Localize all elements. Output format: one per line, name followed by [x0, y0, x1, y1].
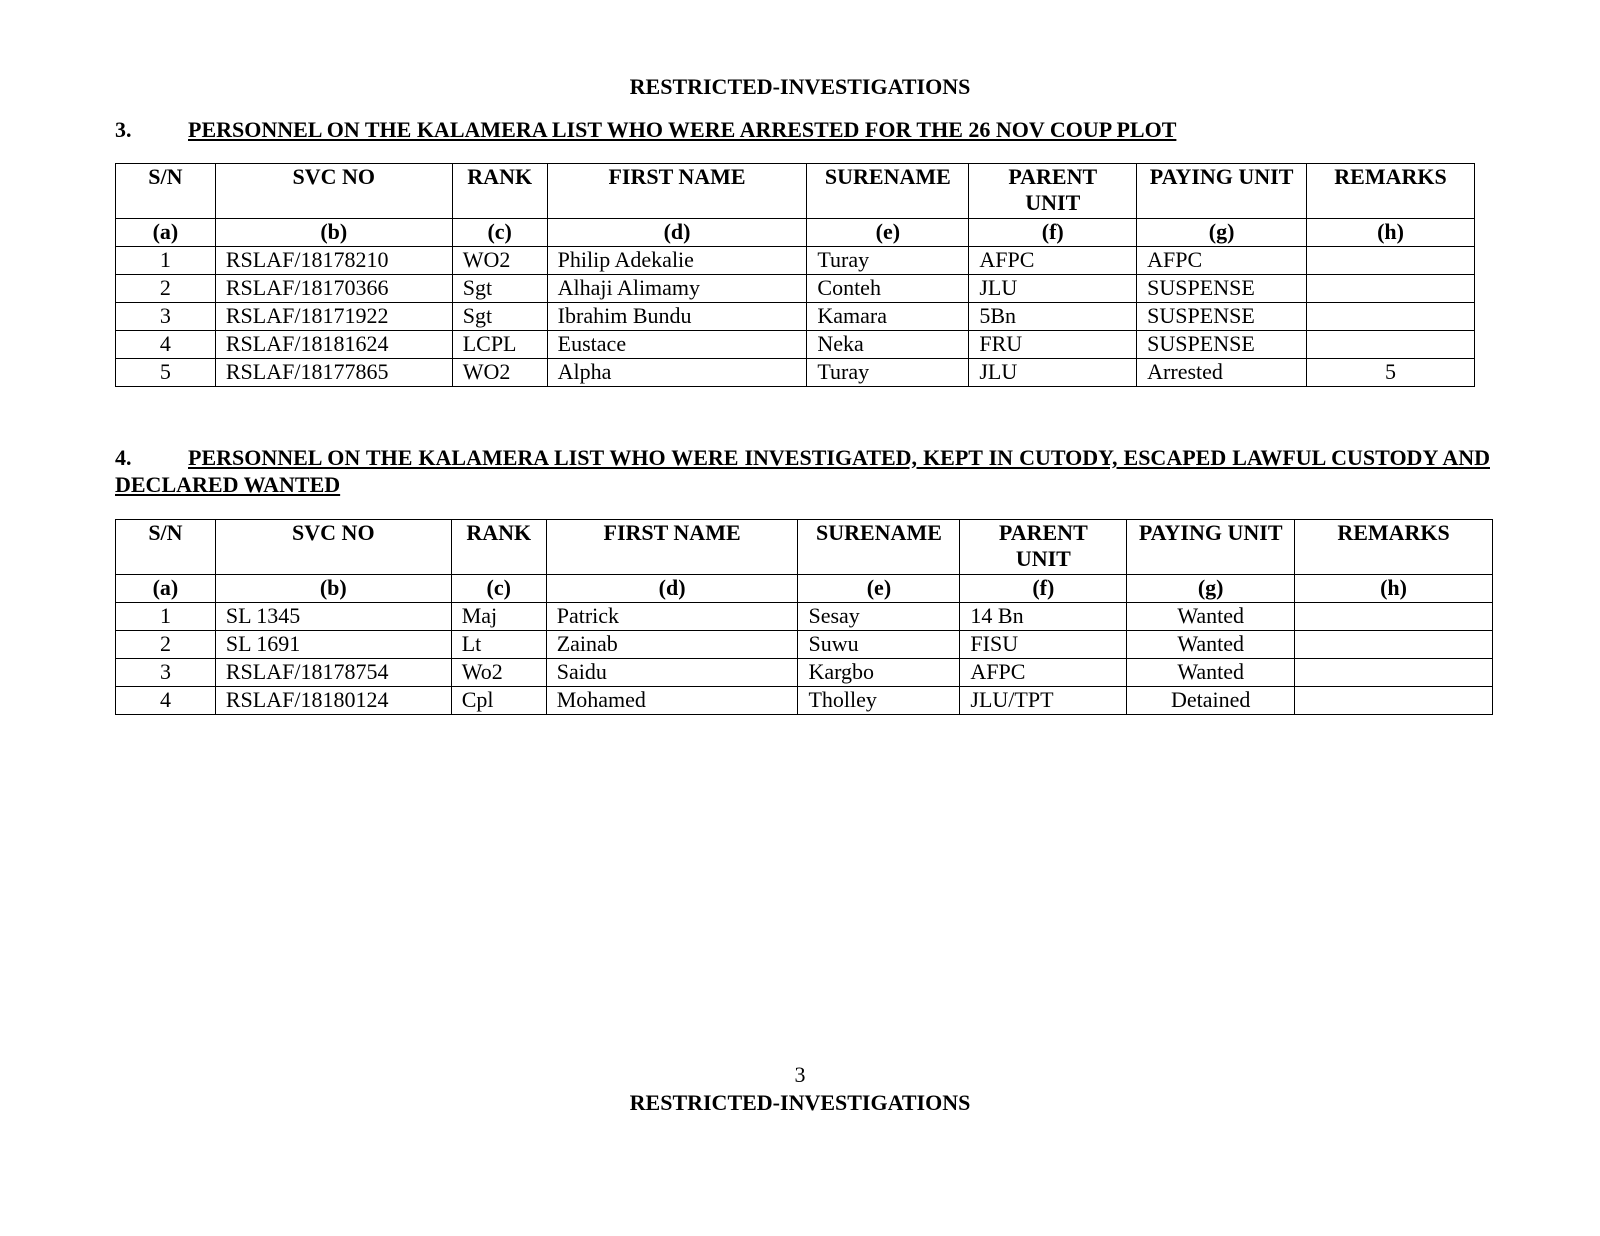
column-letter: (b): [215, 219, 452, 247]
table-row: [116, 359, 1475, 387]
column-header-remarks: REMARKS: [1295, 520, 1493, 575]
cell-sn: 2: [116, 275, 216, 303]
cell-sn: 3: [116, 303, 216, 331]
cell-parent-unit: 14 Bn: [960, 603, 1127, 631]
cell-surename: Kamara: [807, 303, 969, 331]
cell-sn: 4: [116, 687, 216, 715]
column-letter: (h): [1307, 219, 1475, 247]
cell-sn: 4: [116, 331, 216, 359]
column-letter: (d): [546, 575, 798, 603]
cell-first-name: Patrick: [546, 603, 798, 631]
cell-first-name: Mohamed: [546, 687, 798, 715]
cell-remarks: [1307, 331, 1475, 359]
cell-first-name: Zainab: [546, 631, 798, 659]
cell-svc-no: RSLAF/18170366: [215, 275, 452, 303]
section-4-number: 4.: [115, 445, 132, 470]
cell-rank: Wo2: [451, 659, 546, 687]
column-header-rank: RANK: [451, 520, 546, 575]
cell-first-name: Alhaji Alimamy: [547, 275, 807, 303]
column-header-paying-unit: PAYING UNIT: [1127, 520, 1295, 575]
cell-parent-unit: AFPC: [969, 247, 1137, 275]
cell-remarks: [1295, 603, 1493, 631]
column-letter: (e): [798, 575, 960, 603]
cell-remarks: [1307, 275, 1475, 303]
table-row: [116, 247, 1475, 275]
column-header-remarks: REMARKS: [1307, 164, 1475, 219]
cell-first-name: Alpha: [547, 359, 807, 387]
cell-parent-unit: FISU: [960, 631, 1127, 659]
cell-svc-no: RSLAF/18181624: [215, 331, 452, 359]
table-row: [116, 331, 1475, 359]
cell-paying-unit: Wanted: [1127, 603, 1295, 631]
cell-surename: Conteh: [807, 275, 969, 303]
cell-paying-unit: AFPC: [1137, 247, 1307, 275]
cell-parent-unit: JLU/TPT: [960, 687, 1127, 715]
cell-remarks: [1295, 659, 1493, 687]
cell-first-name: Saidu: [546, 659, 798, 687]
column-letter: (c): [451, 575, 546, 603]
cell-first-name: Eustace: [547, 331, 807, 359]
column-letter-row: [116, 575, 1493, 603]
cell-remarks: [1295, 687, 1493, 715]
section-3-title: PERSONNEL ON THE KALAMERA LIST WHO WERE ARRESTED FOR THE 26 NOV COUP PLOT: [188, 117, 1177, 142]
cell-paying-unit: SUSPENSE: [1137, 331, 1307, 359]
cell-svc-no: RSLAF/18180124: [215, 687, 451, 715]
section-4-title: PERSONNEL ON THE KALAMERA LIST WHO WERE INVESTIGATED, KEPT IN CUTODY, ESCAPED LAWFUL CUSTODY AND DECLARED WANTED: [115, 445, 1490, 497]
cell-surename: Neka: [807, 331, 969, 359]
column-letter: (d): [547, 219, 807, 247]
cell-paying-unit: SUSPENSE: [1137, 275, 1307, 303]
cell-first-name: Ibrahim Bundu: [547, 303, 807, 331]
column-header-rank: RANK: [452, 164, 547, 219]
table-row: [116, 275, 1475, 303]
column-letter: (c): [452, 219, 547, 247]
cell-rank: Cpl: [451, 687, 546, 715]
cell-sn: 2: [116, 631, 216, 659]
cell-remarks: [1307, 303, 1475, 331]
column-letter: (h): [1295, 575, 1493, 603]
column-header-surename: SURENAME: [807, 164, 969, 219]
cell-paying-unit: Wanted: [1127, 659, 1295, 687]
cell-remarks: [1307, 247, 1475, 275]
cell-surename: Kargbo: [798, 659, 960, 687]
cell-surename: Sesay: [798, 603, 960, 631]
column-header-svc-no: SVC NO: [215, 164, 452, 219]
cell-parent-unit: AFPC: [960, 659, 1127, 687]
cell-sn: 5: [116, 359, 216, 387]
section-3-number: 3.: [115, 117, 132, 142]
cell-rank: WO2: [452, 247, 547, 275]
cell-rank: Sgt: [452, 303, 547, 331]
table-row: [116, 631, 1493, 659]
cell-rank: Sgt: [452, 275, 547, 303]
column-letter: (e): [807, 219, 969, 247]
table-row: [116, 659, 1493, 687]
cell-svc-no: RSLAF/18177865: [215, 359, 452, 387]
cell-sn: 1: [116, 247, 216, 275]
cell-sn: 3: [116, 659, 216, 687]
cell-remarks: [1295, 631, 1493, 659]
table-row: [116, 603, 1493, 631]
column-header-surename: SURENAME: [798, 520, 960, 575]
column-letter: (b): [215, 575, 451, 603]
cell-svc-no: RSLAF/18178210: [215, 247, 452, 275]
cell-parent-unit: JLU: [969, 359, 1137, 387]
cell-paying-unit: SUSPENSE: [1137, 303, 1307, 331]
table-header-row: [116, 520, 1493, 575]
cell-svc-no: RSLAF/18171922: [215, 303, 452, 331]
cell-first-name: Philip Adekalie: [547, 247, 807, 275]
column-header-first-name: FIRST NAME: [547, 164, 807, 219]
section-4-heading: [115, 444, 1490, 498]
column-letter: (f): [960, 575, 1127, 603]
column-header-paying-unit: PAYING UNIT: [1137, 164, 1307, 219]
cell-rank: LCPL: [452, 331, 547, 359]
column-letter: (a): [116, 575, 216, 603]
cell-paying-unit: Arrested: [1137, 359, 1307, 387]
table-row: [116, 687, 1493, 715]
column-letter: (g): [1127, 575, 1295, 603]
column-letter: (f): [969, 219, 1137, 247]
classification-footer: RESTRICTED-INVESTIGATIONS: [629, 1090, 971, 1115]
cell-remarks: 5: [1307, 359, 1475, 387]
column-header-parent-unit: PARENT UNIT: [960, 520, 1127, 575]
column-header-svc-no: SVC NO: [215, 520, 451, 575]
page-number: 3: [794, 1062, 806, 1087]
cell-rank: WO2: [452, 359, 547, 387]
column-header-sn: S/N: [116, 520, 216, 575]
column-letter: (a): [116, 219, 216, 247]
cell-sn: 1: [116, 603, 216, 631]
cell-rank: Lt: [451, 631, 546, 659]
cell-surename: Suwu: [798, 631, 960, 659]
cell-parent-unit: FRU: [969, 331, 1137, 359]
column-header-sn: S/N: [116, 164, 216, 219]
column-header-parent-unit: PARENT UNIT: [969, 164, 1137, 219]
cell-paying-unit: Detained: [1127, 687, 1295, 715]
cell-svc-no: SL 1345: [215, 603, 451, 631]
column-header-first-name: FIRST NAME: [546, 520, 798, 575]
cell-svc-no: RSLAF/18178754: [215, 659, 451, 687]
classification-header: RESTRICTED-INVESTIGATIONS: [629, 74, 971, 99]
cell-surename: Turay: [807, 247, 969, 275]
arrested-personnel-table: [115, 163, 1475, 387]
column-letter-row: [116, 219, 1475, 247]
cell-parent-unit: 5Bn: [969, 303, 1137, 331]
table-header-row: [116, 164, 1475, 219]
table-row: [116, 303, 1475, 331]
section-3-heading: [115, 116, 1176, 143]
cell-surename: Turay: [807, 359, 969, 387]
cell-paying-unit: Wanted: [1127, 631, 1295, 659]
cell-svc-no: SL 1691: [215, 631, 451, 659]
cell-rank: Maj: [451, 603, 546, 631]
cell-parent-unit: JLU: [969, 275, 1137, 303]
column-letter: (g): [1137, 219, 1307, 247]
wanted-personnel-table: [115, 519, 1493, 715]
cell-surename: Tholley: [798, 687, 960, 715]
